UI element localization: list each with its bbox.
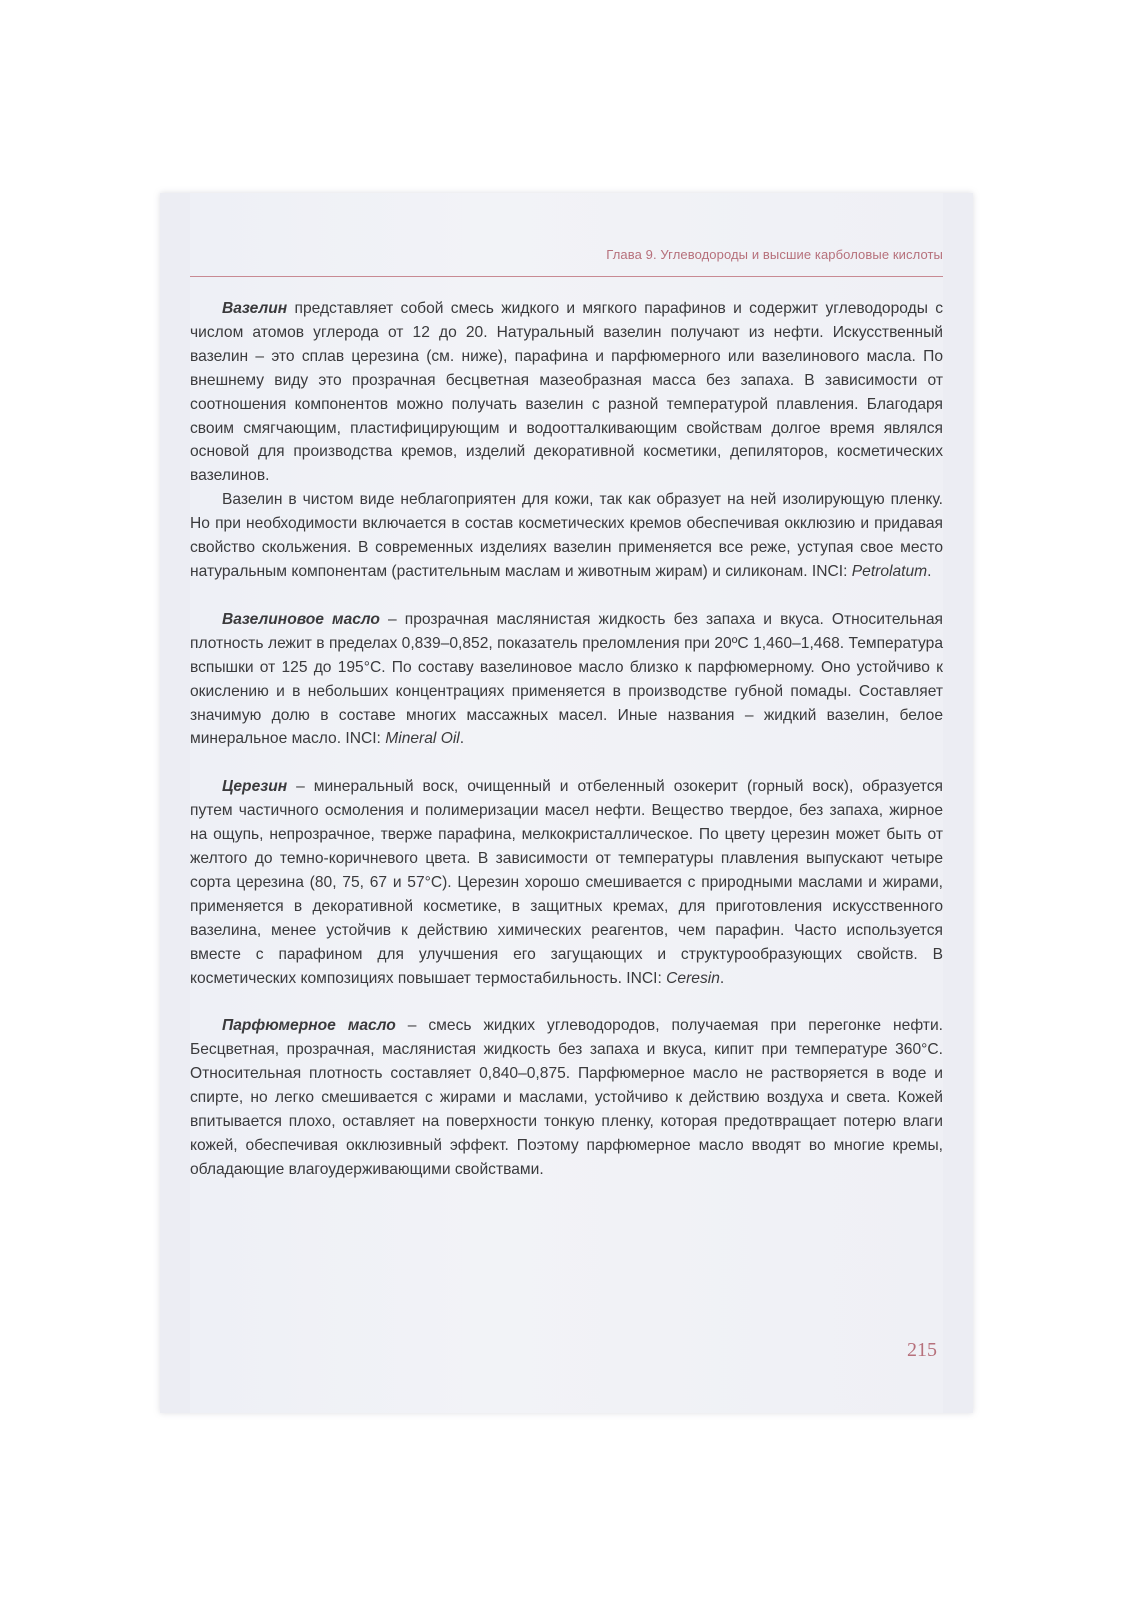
page-body	[190, 297, 943, 1182]
header-rule	[190, 276, 943, 277]
paragraph-text: представляет собой смесь жидкого и мягкого парафинов и содержит углеводороды с числом атомов углерода от 12 до 20. Натуральный вазелин получают из нефти. Искусственный вазелин – это сплав церезина (см. ниже), парафина и парфюмерного или вазелинового масла. По внешнему виду это прозрачная бесцветная мазеобразная масса без запаха. В зависимости от соотношения компонентов можно получать вазелин с разной температурой плавления. Благодаря своим смягчающим, пластифицирующим и водоотталкивающим свойствам долгое время являлся основой для производства кремов, изделий декоративной косметики, депиляторов, косметических вазелинов.	[190, 300, 943, 485]
paragraph-vaseline-oil	[190, 608, 943, 751]
page-number: 215	[907, 1339, 937, 1361]
term-perfume-oil: Парфюмерное масло	[222, 1017, 396, 1035]
paragraph-perfume-oil	[190, 1014, 943, 1181]
paragraph-text: Вазелин в чистом виде неблагоприятен для кожи, так как образует на ней изолирующую пленку. Но при необходимости включается в состав косметических кремов обеспечивая окклюзию и придавая свойство скольжения. В современных изделиях вазелин применяется все реже, уступая свое место натуральным компонентам (растительным маслам и животным жирам) и силиконам. INCI:	[190, 491, 943, 580]
term-vaseline: Вазелин	[222, 300, 288, 317]
paragraph-tail: .	[927, 562, 932, 580]
paragraph-vaseline-skin	[190, 488, 943, 584]
book-page	[190, 193, 943, 1413]
term-ceresin: Церезин	[222, 778, 288, 796]
inci-ceresin: Ceresin	[666, 969, 720, 987]
inci-petrolatum: Petrolatum	[851, 562, 928, 580]
paragraph-tail: .	[459, 730, 465, 748]
paragraph-ceresin	[190, 775, 943, 990]
inci-mineral-oil: Mineral Oil	[385, 730, 460, 748]
term-vaseline-oil: Вазелиновое масло	[222, 610, 380, 628]
paragraph-vaseline	[190, 297, 943, 488]
paragraph-text: – минеральный воск, очищенный и отбеленный озокерит (горный воск), образуется путем частичного осмоления и полимеризации масел нефти. Вещество твердое, без запаха, жирное на ощупь, непрозрачное, тверже парафина, мелкокристаллическое. По цвету церезин может быть от желтого до темно-коричневого цвета. В зависимости от температуры плавления выпускают четыре сорта церезина (80, 75, 67 и 57°С). Церезин хорошо смешивается с природными маслами и жирами, применяется в декоративной косметике, в защитных кремах, для приготовления искусственного вазелина, менее устойчив к действию химических реагентов, чем парафин. Часто используется вместе с парафином для улучшения его загущающих и структурообразующих свойств. В косметических композициях повышает термостабильность. INCI:	[190, 778, 943, 987]
scanned-page-background	[160, 193, 973, 1413]
paragraph-tail: .	[719, 969, 725, 987]
paragraph-text: – смесь жидких углеводородов, получаемая при перегонке нефти. Бесцветная, прозрачная, маслянистая жидкость без запаха и вкуса, кипит при температуре 360°С. Относительная плотность составляет 0,840–0,875. Парфюмерное масло не растворяется в воде и спирте, но легко смешивается с жирами и маслами, устойчиво к действию воздуха и света. Кожей впитывается плохо, оставляет на поверхности тонкую пленку, которая предотвращает потерю влаги кожей, обеспечивая окклюзивный эффект. Поэтому парфюмерное масло вводят во многие кремы, обладающие влагоудерживающими свойствами.	[190, 1017, 943, 1178]
running-header: Глава 9. Углеводороды и высшие карболовые кислоты	[606, 247, 943, 262]
paragraph-text: – прозрачная маслянистая жидкость без запаха и вкуса. Относительная плотность лежит в пределах 0,839–0,852, показатель преломления при 20ºС 1,460–1,468. Температура вспышки от 125 до 195°С. По составу вазелиновое масло близко к парфюмерному. Оно устойчиво к окислению и в небольших концентрациях применяется в производстве губной помады. Составляет значимую долю в составе многих массажных масел. Иные названия – жидкий вазелин, белое минеральное масло. INCI:	[190, 610, 943, 748]
